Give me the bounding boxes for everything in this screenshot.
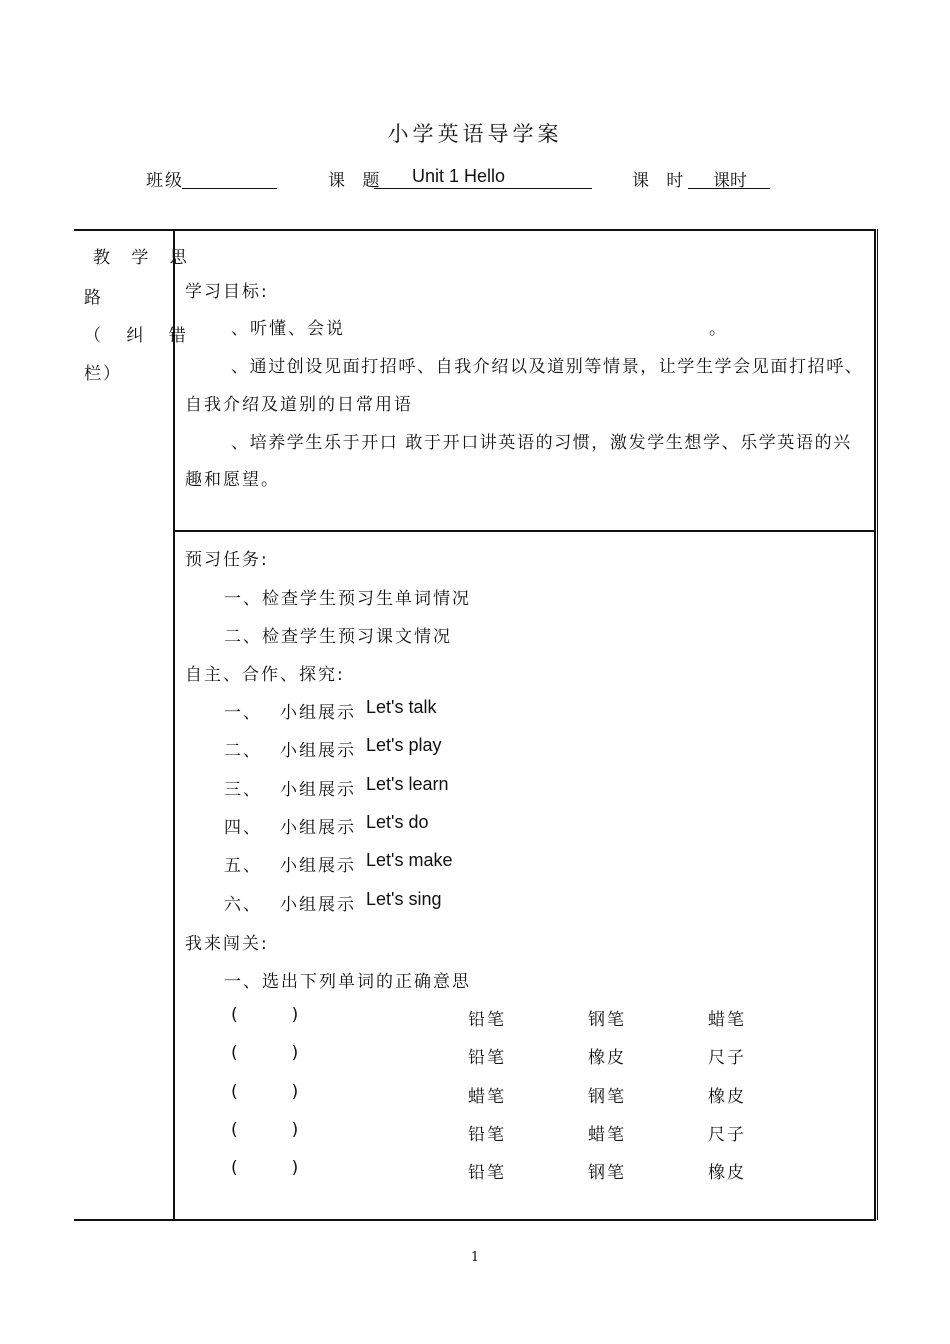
explore-heading: 自主、合作、探究: <box>185 665 345 685</box>
choice-option: 铅笔 <box>468 1124 506 1145</box>
period-label: 课 时 <box>632 171 690 191</box>
sidebar-line-4: 栏） <box>84 364 122 384</box>
objective-item-1-end: 。 <box>709 319 728 339</box>
sidebar-line-2: 路 <box>84 288 103 308</box>
class-field[interactable] <box>182 166 277 189</box>
period-value: 课时 <box>713 171 747 191</box>
topic-label: 课 题 <box>328 171 386 191</box>
sidebar-line-3: （ 纠 错 <box>84 326 196 346</box>
explore-item-number: 四、 <box>224 817 262 838</box>
explore-item-label: 小组展示 <box>280 817 356 838</box>
class-label: 班级 <box>146 171 184 191</box>
page-number: 1 <box>470 1250 480 1265</box>
objective-item-3-line-1: 、培养学生乐于开口 敢于开口讲英语的习惯，激发学生想学、乐学英语的兴 <box>231 433 852 453</box>
choice-option: 尺子 <box>708 1124 746 1145</box>
choice-option: 蜡笔 <box>588 1124 626 1145</box>
explore-item-label: 小组展示 <box>280 894 356 915</box>
sidebar-line-1: 教 学 思 <box>93 248 195 268</box>
table-row-divider <box>173 530 876 532</box>
explore-item-number: 二、 <box>224 741 262 762</box>
answer-bracket[interactable]: ( ) <box>231 1005 299 1025</box>
table-top-border <box>74 229 876 231</box>
explore-item-english: Let's talk <box>366 697 437 717</box>
preview-heading: 预习任务: <box>185 550 269 570</box>
preview-item-2: 二、检查学生预习课文情况 <box>224 627 452 647</box>
explore-item-number: 六、 <box>224 894 262 915</box>
choice-option: 蜡笔 <box>708 1010 746 1030</box>
table-bottom-border <box>74 1219 876 1221</box>
objective-item-2-line-1: 、通过创设见面打招呼、自我介绍以及道别等情景，让学生学会见面打招呼、 <box>231 357 864 377</box>
explore-item-number: 五、 <box>224 856 262 877</box>
table-column-divider <box>173 229 175 1220</box>
challenge-task: 一、选出下列单词的正确意思 <box>224 972 471 992</box>
choice-option: 钢笔 <box>588 1010 626 1030</box>
choice-option: 尺子 <box>708 1048 746 1069</box>
explore-item-number: 一、 <box>224 703 262 723</box>
answer-bracket[interactable]: ( ) <box>231 1119 299 1140</box>
choice-option: 橡皮 <box>708 1163 746 1184</box>
answer-bracket[interactable]: ( ) <box>231 1081 299 1102</box>
explore-item-label: 小组展示 <box>280 779 356 800</box>
choice-option: 钢笔 <box>588 1163 626 1184</box>
explore-item-label: 小组展示 <box>280 741 356 762</box>
objective-item-3-line-2: 趣和愿望。 <box>185 470 280 490</box>
page-title: 小学英语导学案 <box>387 122 563 146</box>
objective-item-1: 、听懂、会说 <box>231 319 345 339</box>
explore-item-number: 三、 <box>224 779 262 800</box>
explore-item-label: 小组展示 <box>280 703 356 723</box>
preview-item-1: 一、检查学生预习生单词情况 <box>224 589 471 609</box>
answer-bracket[interactable]: ( ) <box>231 1043 299 1064</box>
table-right-border-double <box>877 229 878 1220</box>
objective-item-2-line-2: 自我介绍及道别的日常用语 <box>185 395 413 415</box>
challenge-heading: 我来闯关: <box>185 934 269 954</box>
explore-item-english: Let's do <box>366 811 429 832</box>
table-right-border <box>874 229 876 1220</box>
objectives-heading: 学习目标: <box>185 282 269 302</box>
choice-option: 铅笔 <box>468 1010 506 1030</box>
choice-option: 钢笔 <box>588 1086 626 1107</box>
explore-item-english: Let's play <box>366 735 442 756</box>
explore-item-english: Let's learn <box>366 773 449 794</box>
explore-item-english: Let's make <box>366 850 453 871</box>
answer-bracket[interactable]: ( ) <box>231 1158 299 1179</box>
choice-option: 橡皮 <box>588 1048 626 1069</box>
explore-item-label: 小组展示 <box>280 856 356 877</box>
choice-option: 蜡笔 <box>468 1086 506 1107</box>
choice-option: 橡皮 <box>708 1086 746 1107</box>
topic-value: Unit 1 Hello <box>412 166 506 186</box>
choice-option: 铅笔 <box>468 1048 506 1069</box>
choice-option: 铅笔 <box>468 1163 506 1184</box>
explore-item-english: Let's sing <box>366 888 442 909</box>
